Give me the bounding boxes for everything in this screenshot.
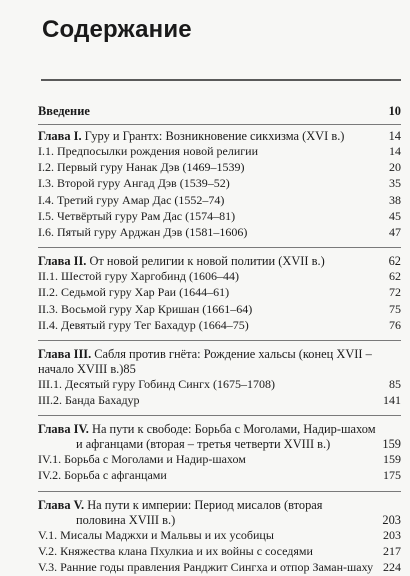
section-divider — [38, 415, 401, 416]
chapter-title: На пути к империи: Период мисалов (вторая — [87, 497, 323, 512]
sub-num: IV.2. — [38, 468, 62, 483]
toc-chapter-heading-cont[interactable] — [38, 437, 401, 452]
sub-title: Ранние годы правления Ранджит Сингха и отпор Заман-шаху — [60, 560, 374, 574]
toc-sub-entry[interactable] — [38, 560, 401, 576]
intro-label: Введение — [38, 104, 90, 118]
toc-sub-entry[interactable] — [38, 285, 401, 301]
sub-num: II.4. — [38, 317, 58, 332]
sub-num: V.3. — [38, 560, 58, 574]
sub-num: III.1. — [38, 376, 62, 391]
sub-num: II.3. — [38, 301, 58, 316]
sub-title: Девятый гуру Тег Бахадур (1664–75) — [61, 317, 249, 332]
chapter-page: 203 — [382, 512, 401, 527]
toc-chapter-1 — [38, 129, 401, 241]
sub-num: I.6. — [38, 224, 54, 239]
chapter-title-cont: половина XVIII в.) — [76, 512, 176, 527]
toc-chapter-heading[interactable] — [38, 254, 401, 269]
toc-chapter-heading[interactable] — [38, 422, 401, 437]
toc-chapter-2 — [38, 254, 401, 334]
toc-sub-entry[interactable] — [38, 144, 401, 160]
sub-title: Восьмой гуру Хар Кришан (1661–64) — [61, 301, 253, 316]
table-of-contents — [38, 104, 401, 576]
sub-page: 14 — [389, 144, 401, 158]
toc-sub-entry[interactable] — [38, 193, 401, 209]
sub-title: Банда Бахадур — [65, 393, 140, 408]
sub-title: Пятый гуру Арджан Дэв (1581–1606) — [57, 224, 248, 239]
sub-page: 20 — [389, 160, 401, 175]
sub-title: Седьмой гуру Хар Раи (1644–61) — [61, 285, 230, 300]
sub-title: Второй гуру Ангад Дэв (1539–52) — [57, 176, 230, 191]
sub-title: Третий гуру Амар Дас (1552–74) — [57, 192, 225, 207]
toc-chapter-heading[interactable] — [38, 129, 401, 144]
sub-page: 47 — [389, 224, 401, 239]
toc-chapter-heading-cont[interactable] — [38, 362, 401, 377]
page-title: Содержание — [42, 16, 192, 43]
sub-title: Шестой гуру Харгобинд (1606–44) — [61, 269, 239, 284]
sub-title: Княжества клана Пхулкиа и их войны с соседями — [60, 543, 313, 558]
toc-sub-entry[interactable] — [38, 160, 401, 176]
sub-page: 38 — [389, 192, 401, 207]
toc-sub-entry[interactable] — [38, 377, 401, 393]
section-divider — [38, 491, 401, 492]
chapter-title: От новой религии к новой политии (XVII в.) — [89, 254, 325, 269]
sub-num: I.4. — [38, 192, 54, 207]
toc-sub-entry[interactable] — [38, 209, 401, 225]
sub-num: II.2. — [38, 285, 58, 300]
chapter-page: 85 — [123, 361, 136, 376]
sub-num: V.1. — [38, 527, 58, 542]
toc-chapter-heading-cont[interactable] — [38, 513, 401, 528]
chapter-title: Сабля против гнёта: Рождение хальсы (конец XVII – — [94, 346, 372, 361]
intro-page: 10 — [388, 104, 401, 118]
sub-page: 85 — [389, 376, 401, 391]
toc-chapter-3 — [38, 347, 401, 409]
sub-page: 75 — [389, 301, 401, 316]
chapter-page: 62 — [388, 254, 401, 269]
toc-chapter-heading[interactable] — [38, 347, 401, 362]
sub-title: Борьба с Моголами и Надир-шахом — [64, 452, 246, 467]
toc-sub-entry[interactable] — [38, 176, 401, 192]
section-divider — [38, 247, 401, 248]
section-divider — [38, 124, 401, 125]
sub-num: V.2. — [38, 543, 58, 558]
section-divider — [38, 340, 401, 341]
sub-page: 159 — [383, 452, 401, 467]
chapter-label: Глава III. — [38, 346, 92, 361]
toc-chapter-heading[interactable] — [38, 498, 401, 513]
chapter-title-cont: и афганцами (вторая – третья четверти XVIII в.) — [76, 437, 331, 452]
chapter-title: На пути к свободе: Борьба с Моголами, Надир-шахом — [92, 422, 376, 437]
sub-page: 203 — [383, 527, 401, 542]
title-divider — [41, 79, 401, 81]
chapter-title-cont: начало XVIII в.) — [38, 361, 124, 376]
sub-page: 175 — [383, 468, 401, 483]
sub-page: 45 — [389, 208, 401, 223]
sub-title: Десятый гуру Гобинд Сингх (1675–1708) — [65, 376, 275, 391]
chapter-page: 159 — [382, 437, 401, 452]
sub-num: I.1. — [38, 144, 54, 158]
chapter-label: Глава IV. — [38, 422, 89, 437]
sub-num: III.2. — [38, 393, 62, 408]
sub-num: I.2. — [38, 160, 54, 175]
toc-chapter-5 — [38, 498, 401, 576]
chapter-page: 14 — [388, 129, 401, 143]
sub-page: 76 — [389, 317, 401, 332]
sub-title: Предпосылки рождения новой религии — [57, 144, 259, 158]
sub-title: Первый гуру Нанак Дэв (1469–1539) — [57, 160, 245, 175]
chapter-label: Глава II. — [38, 254, 87, 269]
chapter-label: Глава V. — [38, 497, 85, 512]
toc-sub-entry[interactable] — [38, 269, 401, 285]
sub-page: 217 — [383, 543, 401, 558]
toc-sub-entry[interactable] — [38, 528, 401, 544]
sub-title: Четвёртый гуру Рам Дас (1574–81) — [57, 208, 236, 223]
toc-sub-entry[interactable] — [38, 468, 401, 484]
sub-num: II.1. — [38, 269, 58, 284]
sub-num: I.5. — [38, 208, 54, 223]
toc-chapter-4 — [38, 422, 401, 484]
sub-num: IV.1. — [38, 452, 62, 467]
toc-sub-entry[interactable] — [38, 318, 401, 334]
toc-sub-entry[interactable] — [38, 225, 401, 241]
sub-page: 72 — [389, 285, 401, 300]
sub-page: 141 — [383, 393, 401, 408]
toc-entry-intro[interactable] — [38, 104, 401, 120]
chapter-label: Глава I. — [38, 129, 82, 143]
chapter-title: Гуру и Грантх: Возникновение сикхизма (XVI в.) — [84, 129, 345, 143]
sub-page: 62 — [389, 269, 401, 284]
sub-num: I.3. — [38, 176, 54, 191]
toc-sub-entry[interactable] — [38, 302, 401, 318]
toc-sub-entry[interactable] — [38, 393, 401, 409]
sub-page: 224 — [383, 560, 401, 574]
sub-title: Борьба с афганцами — [64, 468, 167, 483]
sub-page: 35 — [389, 176, 401, 191]
toc-sub-entry[interactable] — [38, 544, 401, 560]
sub-title: Мисалы Маджхи и Мальвы и их усобицы — [60, 527, 274, 542]
toc-sub-entry[interactable] — [38, 452, 401, 468]
